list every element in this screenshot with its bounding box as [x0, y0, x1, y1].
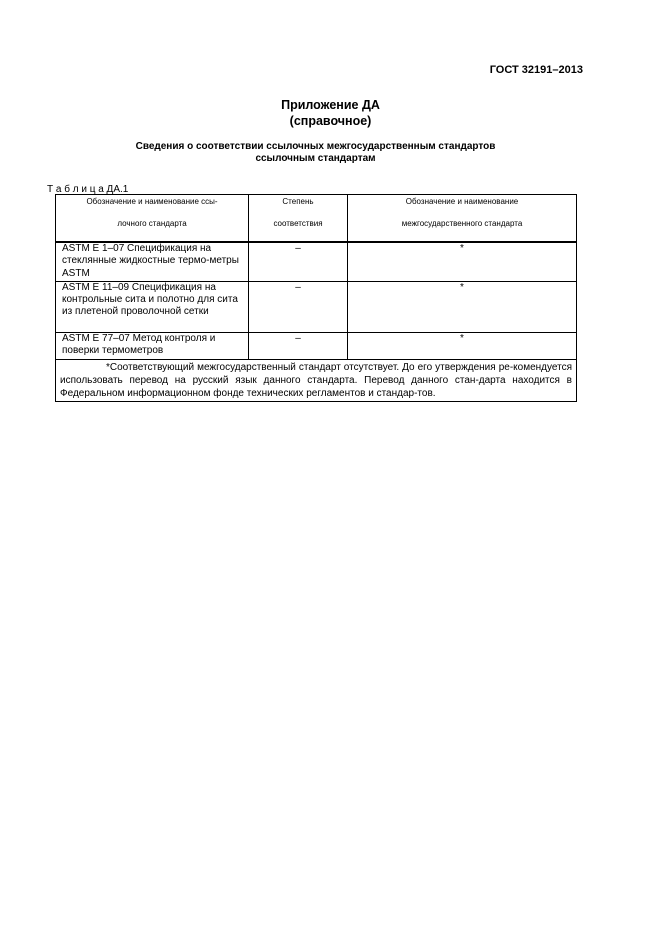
appendix-heading [0, 97, 661, 129]
row-interstate: * [348, 281, 577, 332]
row-interstate: * [348, 242, 577, 281]
table-caption: Т а б л и ц а ДА.1 [47, 184, 129, 195]
row-reference: ASTM E 11–09 Спецификация на контрольные сита и полотно для сита из плетеной проволочной сетки [56, 281, 249, 332]
table-row [56, 281, 577, 332]
row-degree: – [249, 242, 348, 281]
header-degree-line2: соответствия [273, 219, 323, 228]
row-degree: – [249, 281, 348, 332]
header-interstate-line2: межгосударственного стандарта [401, 219, 523, 228]
header-reference-standard [56, 195, 249, 243]
row-reference: ASTM E 77–07 Метод контроля и поверки термометров [56, 332, 249, 359]
header-interstate-line1: Обозначение и наименование [405, 197, 519, 206]
row-interstate: * [348, 332, 577, 359]
table-footnote-row [56, 359, 577, 401]
correspondence-table [55, 194, 577, 402]
section-title-line1: Сведения о соответствии ссылочных межгосударственным стандартов [135, 141, 496, 152]
row-reference: ASTM E 1–07 Спецификация на стеклянные жидкостные термо-метры ASTM [56, 242, 249, 281]
table-row [56, 332, 577, 359]
row-degree: – [249, 332, 348, 359]
header-degree-line1: Степень [282, 197, 314, 206]
table-header-row [56, 195, 577, 243]
header-degree [249, 195, 348, 243]
header-reference-line1: Обозначение и наименование ссы- [86, 197, 218, 206]
section-title [0, 141, 631, 165]
appendix-title: Приложение ДА [281, 98, 380, 112]
table-footnote: *Соответствующий межгосударственный стандарт отсутствует. До его утверждения ре-комендуется использовать перевод на русский язык данного стандарта. Перевод данного стан-дарта находится в Федеральном информационном фонде технических регламентов и стандар-тов. [56, 359, 577, 401]
table-row [56, 242, 577, 281]
appendix-subtitle: (справочное) [289, 114, 372, 128]
document-code: ГОСТ 32191–2013 [489, 64, 583, 76]
section-title-line2: ссылочным стандартам [255, 153, 376, 164]
header-reference-line2: лочного стандарта [117, 219, 187, 228]
header-interstate-standard [348, 195, 577, 243]
